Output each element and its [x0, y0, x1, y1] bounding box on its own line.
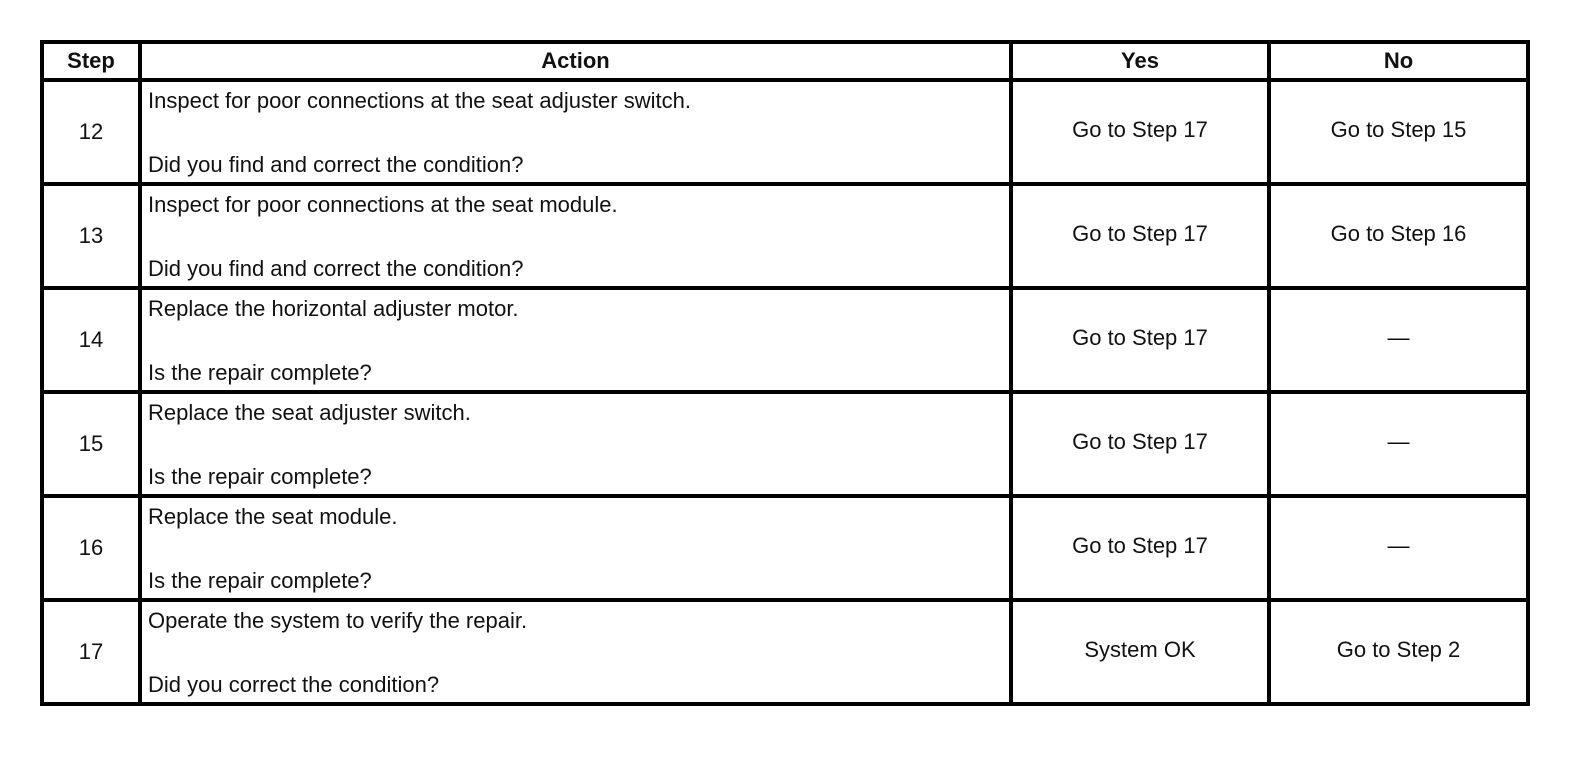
yes-cell — [1011, 288, 1269, 392]
table-row — [42, 80, 1528, 184]
action-question: Did you find and correct the condition? — [148, 256, 524, 281]
step-number: 14 — [42, 288, 140, 392]
action-instruction: Inspect for poor connections at the seat adjuster switch. — [148, 88, 691, 113]
yes-result: Go to Step 17 — [1072, 533, 1208, 558]
step-number: 15 — [42, 392, 140, 496]
action-question: Did you correct the condition? — [148, 672, 440, 697]
step-number: 16 — [42, 496, 140, 600]
no-cell — [1269, 184, 1528, 288]
action-cell — [140, 184, 1011, 288]
diagnostic-table — [40, 40, 1530, 706]
yes-cell — [1011, 80, 1269, 184]
header-step: Step — [42, 42, 140, 80]
no-cell — [1269, 80, 1528, 184]
table-row — [42, 600, 1528, 704]
action-instruction: Replace the seat adjuster switch. — [148, 400, 471, 425]
yes-result: Go to Step 17 — [1072, 117, 1208, 142]
no-result: — — [1387, 325, 1410, 350]
action-question: Is the repair complete? — [148, 360, 372, 385]
no-result: — — [1387, 429, 1410, 454]
yes-cell — [1011, 600, 1269, 704]
header-action: Action — [140, 42, 1011, 80]
no-cell — [1269, 496, 1528, 600]
action-cell — [140, 392, 1011, 496]
step-number: 17 — [42, 600, 140, 704]
step-number: 12 — [42, 80, 140, 184]
no-result: — — [1387, 533, 1410, 558]
action-question: Is the repair complete? — [148, 568, 372, 593]
yes-result: Go to Step 17 — [1072, 325, 1208, 350]
yes-result: System OK — [1084, 637, 1196, 662]
no-result: Go to Step 16 — [1330, 221, 1467, 246]
table-row — [42, 288, 1528, 392]
no-result: Go to Step 2 — [1336, 637, 1461, 662]
table-body — [42, 80, 1528, 704]
action-instruction: Replace the horizontal adjuster motor. — [148, 296, 519, 321]
header-yes: Yes — [1011, 42, 1269, 80]
action-question: Did you find and correct the condition? — [148, 152, 524, 177]
action-cell — [140, 496, 1011, 600]
no-cell — [1269, 600, 1528, 704]
action-cell — [140, 288, 1011, 392]
yes-result: Go to Step 17 — [1072, 429, 1208, 454]
no-cell — [1269, 392, 1528, 496]
yes-cell — [1011, 496, 1269, 600]
action-cell — [140, 80, 1011, 184]
table-row — [42, 496, 1528, 600]
no-result: Go to Step 15 — [1330, 117, 1467, 142]
action-question: Is the repair complete? — [148, 464, 372, 489]
table-row — [42, 184, 1528, 288]
header-row — [42, 42, 1528, 80]
no-cell — [1269, 288, 1528, 392]
yes-cell — [1011, 392, 1269, 496]
action-instruction: Inspect for poor connections at the seat module. — [148, 192, 618, 217]
yes-cell — [1011, 184, 1269, 288]
yes-result: Go to Step 17 — [1072, 221, 1208, 246]
table-header — [42, 42, 1528, 80]
action-instruction: Operate the system to verify the repair. — [148, 608, 528, 633]
step-number: 13 — [42, 184, 140, 288]
header-no: No — [1269, 42, 1528, 80]
action-cell — [140, 600, 1011, 704]
table-row — [42, 392, 1528, 496]
action-instruction: Replace the seat module. — [148, 504, 398, 529]
